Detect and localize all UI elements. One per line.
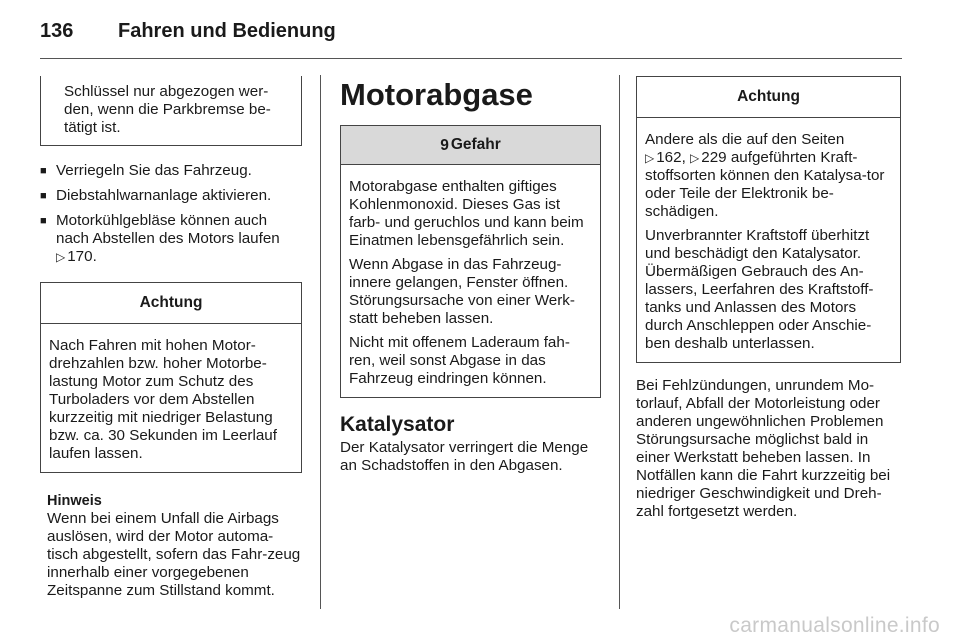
hinweis-note: [40, 492, 302, 600]
column-divider-left: [320, 75, 321, 609]
list-item-text: Motorkühlgebläse können auch nach Abstellen des Motors laufen: [56, 212, 280, 247]
column-right: [636, 76, 901, 521]
gefahr-title: Gefahr: [450, 136, 501, 153]
achtung-text: Nach Fahren mit hohen Motor-drehzahlen bzw. hoher Motorbe-lastung Motor zum Schutz des Turboladers vor dem Abstellen kurzzeitig mit niedriger Belastung bzw. ca. 30 Sekunden im Leerlauf laufen lassen.: [49, 337, 277, 462]
gefahr-title-bar: [341, 126, 600, 165]
hinweis-title: Hinweis: [47, 493, 102, 509]
page-reference-arrow-icon: ▷: [645, 151, 655, 165]
subsection-text: Der Katalysator verringert die Menge an Schadstoffen in den Abgasen.: [340, 439, 589, 474]
page-reference-arrow-icon: ▷: [56, 250, 66, 264]
page-reference-link[interactable]: 162,: [656, 149, 686, 166]
header-rule: [40, 58, 902, 59]
square-bullet-icon: ■: [40, 190, 47, 202]
list-item-text: Verriegeln Sie das Fahrzeug.: [56, 162, 252, 179]
achtung-box: [636, 76, 901, 363]
instruction-list: [40, 162, 302, 266]
page-reference-link[interactable]: 170.: [67, 248, 97, 265]
square-bullet-icon: ■: [40, 165, 47, 177]
gefahr-box: [340, 125, 601, 398]
page-number: 136: [40, 20, 74, 42]
column-divider-right: [619, 75, 620, 609]
achtung-box: [40, 282, 302, 473]
square-bullet-icon: ■: [40, 215, 47, 227]
gefahr-paragraph: Wenn Abgase in das Fahrzeug-innere gelangen, Fenster öffnen. Störungsursache von einer Werk-statt beheben lassen.: [349, 256, 575, 327]
achtung-title: Achtung: [41, 283, 301, 324]
achtung-paragraph: Unverbrannter Kraftstoff überhitzt und beschädigt den Katalysator. Übermäßigen Gebrauch des An-lassers, Leerfahren des Kraftstoff-tanks und Anlassen des Motors durch Anschleppen oder Anschie-ben deshalb unterlassen.: [645, 227, 874, 352]
gefahr-body: [341, 165, 600, 397]
list-item: [40, 212, 302, 266]
body-text: Bei Fehlzündungen, unrundem Mo-torlauf, Abfall der Motorleistung oder anderen ungewöhnlichen Problemen Störungsursache möglichst bald in einer Werkstatt beheben lassen. In Notfällen kann die Fahrt kurzzeitig bei niedriger Geschwindigkeit und Dreh-zahl fortgesetzt werden.: [636, 377, 891, 520]
continued-note-box: [40, 76, 302, 146]
column-left: [40, 76, 302, 600]
section-heading: Motorabgase: [340, 77, 533, 112]
achtung-paragraph: [645, 131, 892, 221]
gefahr-paragraph: Nicht mit offenem Laderaum fah-ren, weil sonst Abgase in das Fahrzeug eindringen können.: [349, 334, 570, 387]
list-item-text: Diebstahlwarnanlage aktivieren.: [56, 187, 272, 204]
list-item: [40, 187, 302, 205]
hinweis-text: Wenn bei einem Unfall die Airbags auslösen, wird der Motor automa-tisch abgestellt, sofern das Fahr-zeug innerhalb einer vorgegebenen Zeitspanne zum Stillstand kommt.: [47, 510, 301, 599]
gefahr-paragraph: Motorabgase enthalten giftiges Kohlenmonoxid. Dieses Gas ist farb- und geruchlos und kann beim Einatmen lebensgefährlich sein.: [349, 178, 584, 249]
achtung-body: [41, 324, 301, 472]
continued-note-text: Schlüssel nur abgezogen wer-den, wenn die Parkbremse be-tätigt ist.: [64, 83, 271, 136]
list-item: [40, 162, 302, 180]
page-reference-link[interactable]: 229: [701, 149, 727, 166]
subsection-heading: Katalysator: [340, 413, 455, 436]
warning-triangle-icon: 9: [440, 137, 449, 154]
column-middle: [340, 76, 601, 475]
watermark: carmanualsonline.info: [729, 614, 940, 637]
section-title: Fahren und Bedienung: [118, 20, 336, 42]
achtung-body: [637, 118, 900, 362]
achtung-text-start: Andere als die auf den Seiten: [645, 131, 845, 148]
achtung-title: Achtung: [637, 77, 900, 118]
page-header: [40, 20, 336, 43]
page-reference-arrow-icon: ▷: [690, 151, 700, 165]
achtung-text-end: aufgeführten Kraft-stoffsorten können den Katalysa-tor oder Teile der Elektronik be-schädigen.: [645, 149, 885, 220]
